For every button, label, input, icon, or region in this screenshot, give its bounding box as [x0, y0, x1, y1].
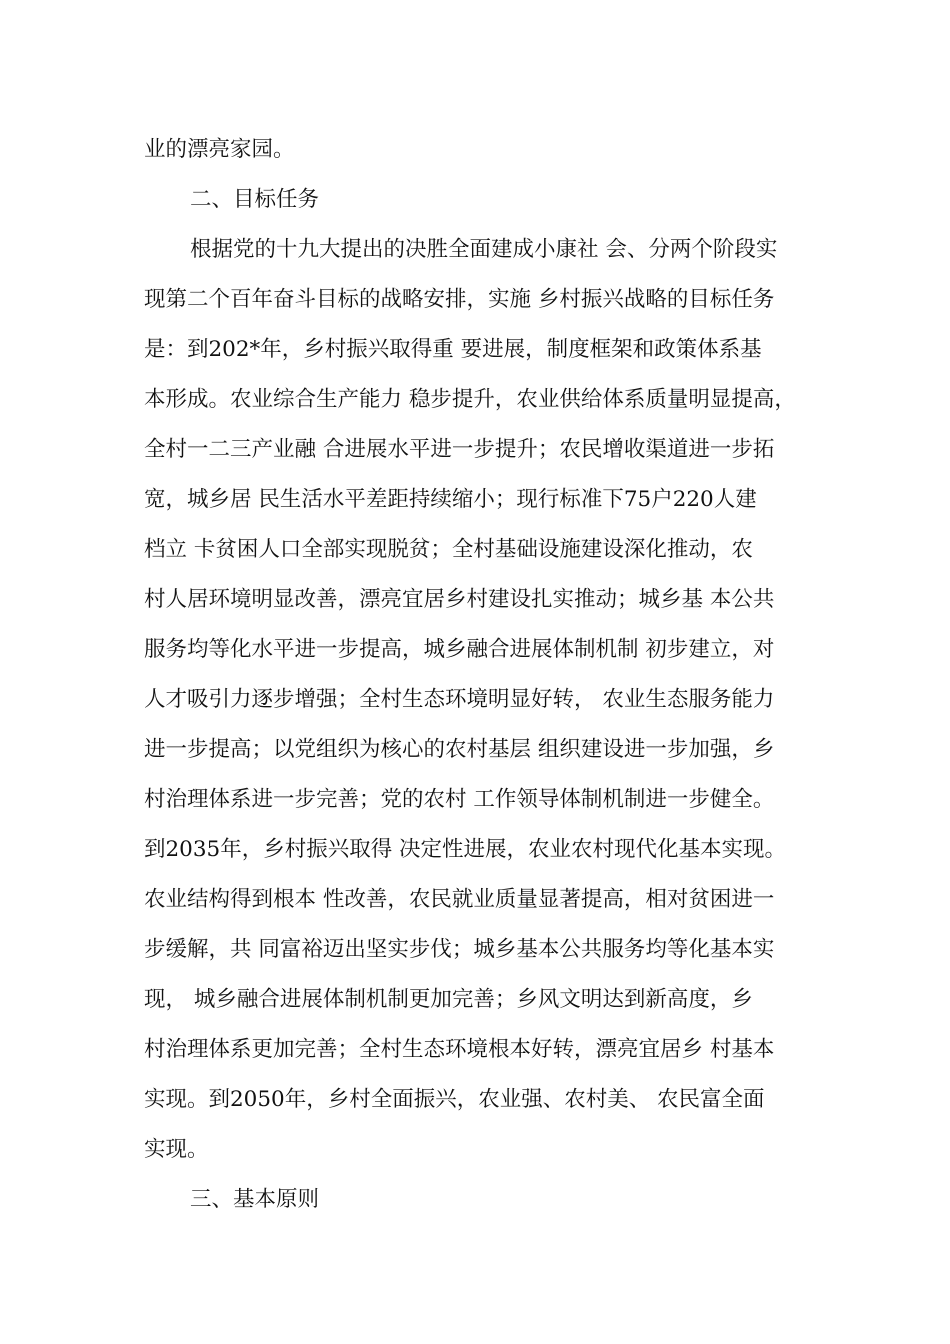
- text-line-17: 步缓解，共 同富裕迈出坚实步伐；城乡基本公共服务均等化基本实: [144, 937, 775, 962]
- text-line-21: 实现。: [144, 1137, 209, 1162]
- text-line-19: 村治理体系更加完善；全村生态环境根本好转，漂亮宜居乡 村基本: [144, 1037, 775, 1062]
- text-line-3: 根据党的十九大提出的决胜全面建成小康社 会、分两个阶段实: [190, 237, 778, 262]
- text-line-16: 农业结构得到根本 性改善，农民就业质量显著提高，相对贫困进一: [144, 887, 775, 912]
- text-line-6: 本形成。农业综合生产能力 稳步提升，农业供给体系质量明显提高，: [144, 387, 796, 412]
- text-line-18: 现， 城乡融合进展体制机制更加完善；乡风文明达到新高度，乡: [144, 987, 753, 1012]
- section-heading-principles: 三、基本原则: [190, 1187, 320, 1212]
- text-line-4: 现第二个百年奋斗目标的战略安排，实施 乡村振兴战略的目标任务: [144, 287, 775, 312]
- text-line-10: 村人居环境明显改善，漂亮宜居乡村建设扎实推动；城乡基 本公共: [144, 587, 775, 612]
- text-line-14: 村治理体系进一步完善；党的农村 工作领导体制机制进一步健全。: [144, 787, 775, 812]
- text-line-9: 档立 卡贫困人口全部实现脱贫；全村基础设施建设深化推动，农: [144, 537, 753, 562]
- text-line-5: 是：到202*年，乡村振兴取得重 要进展，制度框架和政策体系基: [144, 337, 762, 362]
- text-line-12: 人才吸引力逐步增强；全村生态环境明显好转， 农业生态服务能力: [144, 687, 775, 712]
- text-line-20: 实现。到2050年，乡村全面振兴，农业强、农村美、 农民富全面: [144, 1087, 765, 1112]
- section-heading-goals: 二、目标任务: [190, 187, 320, 212]
- text-line-7: 全村一二三产业融 合进展水平进一步提升；农民增收渠道进一步拓: [144, 437, 775, 462]
- text-line-13: 进一步提高；以党组织为核心的农村基层 组织建设进一步加强，乡: [144, 737, 775, 762]
- text-line-8: 宽，城乡居 民生活水平差距持续缩小；现行标准下75户220人建: [144, 487, 757, 512]
- text-line-11: 服务均等化水平进一步提高，城乡融合进展体制机制 初步建立，对: [144, 637, 775, 662]
- text-line-1: 业的漂亮家园。: [144, 137, 295, 162]
- text-line-15: 到2035年，乡村振兴取得 决定性进展，农业农村现代化基本实现。: [144, 837, 787, 862]
